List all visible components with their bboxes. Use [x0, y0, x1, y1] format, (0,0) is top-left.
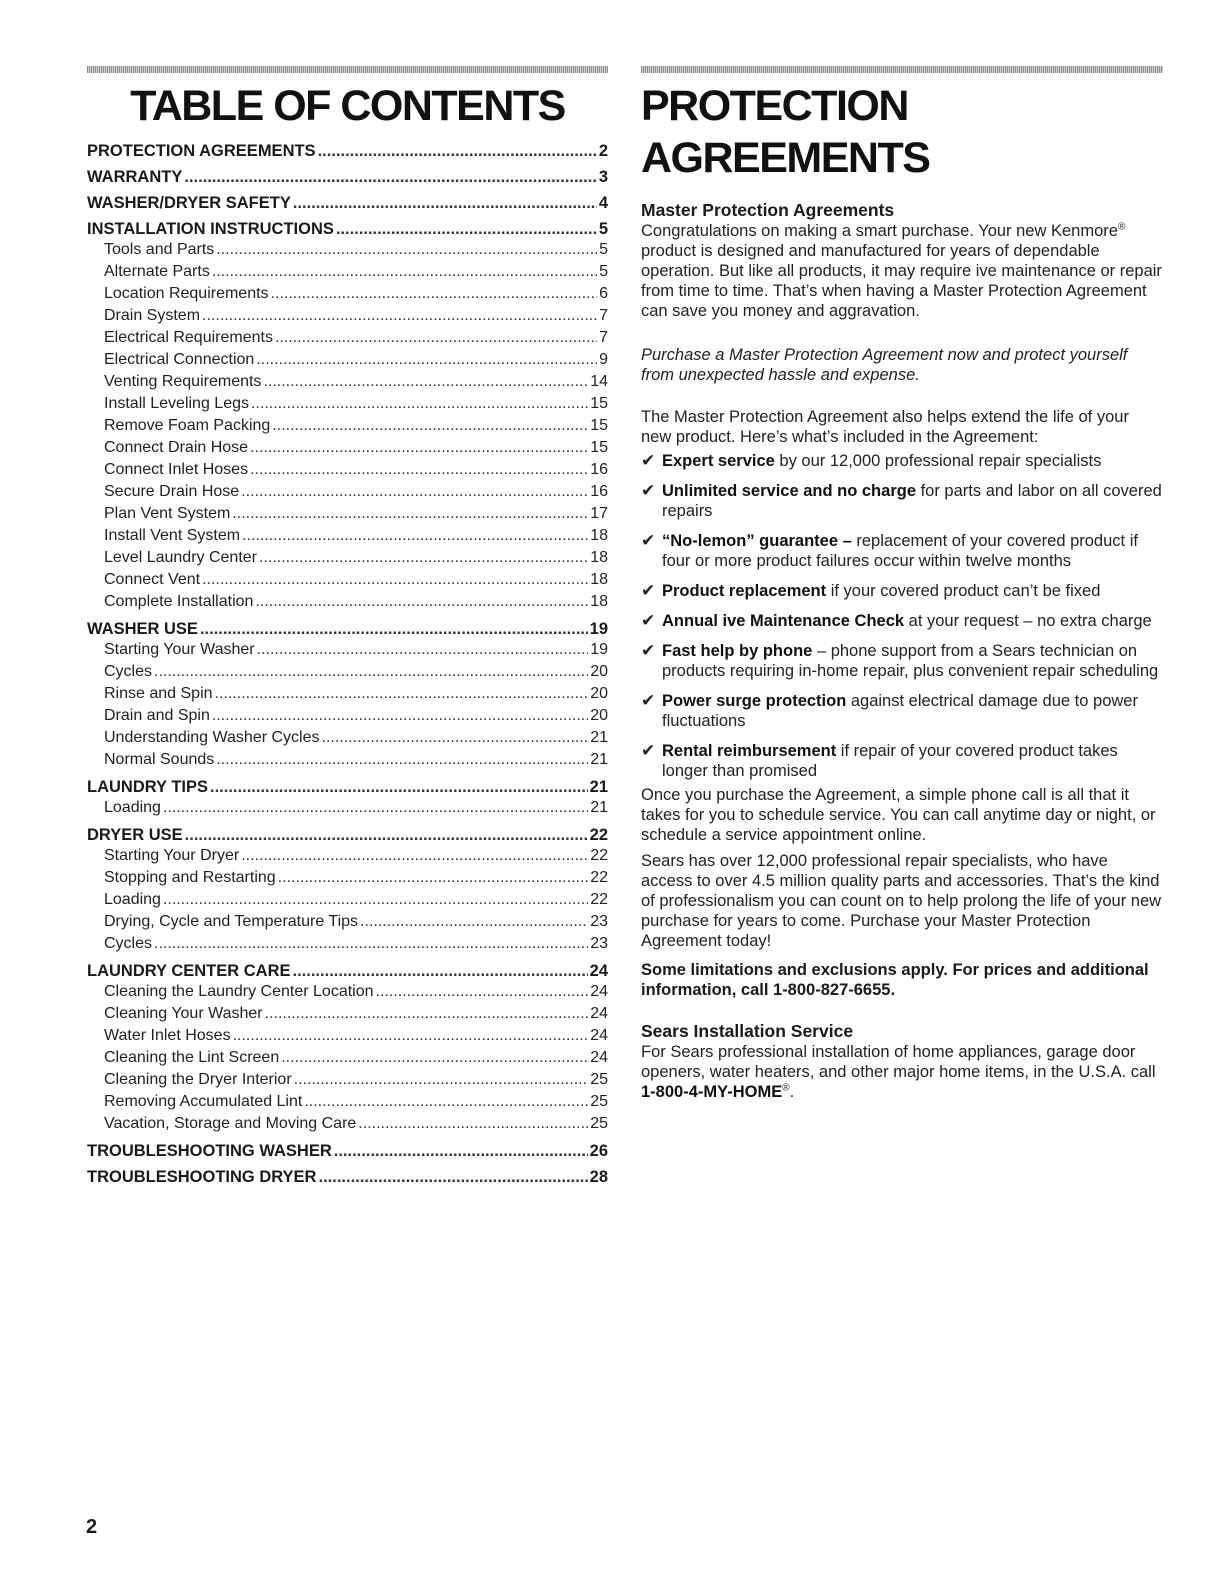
toc-item-page: 5 — [599, 241, 608, 258]
toc-item-row — [87, 845, 608, 867]
toc-item-title: Loading — [104, 799, 161, 816]
toc-section-row — [87, 619, 608, 639]
toc-item-title: Cleaning the Lint Screen — [104, 1049, 280, 1066]
toc-section-row — [87, 777, 608, 797]
toc-leader-dots — [200, 619, 588, 639]
toc-item-page: 21 — [590, 799, 608, 816]
toc-section-page: 5 — [598, 220, 608, 238]
toc-item-page: 18 — [590, 527, 608, 544]
toc-item-row — [87, 503, 608, 525]
toc-item-title: Cycles — [104, 663, 153, 680]
toc-leader-dots — [185, 825, 588, 845]
purchase-note: Purchase a Master Protection Agreement now and protect yourself from unexpected hassle and expense. — [641, 346, 1128, 384]
toc-section-title: TROUBLESHOOTING DRYER — [87, 1168, 317, 1186]
toc-leader-dots — [278, 867, 589, 889]
toc-item-row — [87, 261, 608, 283]
toc-item-title: Loading — [104, 891, 161, 908]
toc-item-row — [87, 749, 608, 771]
toc-item-title: Drain System — [104, 307, 201, 324]
toc-leader-dots — [212, 261, 597, 283]
toc-section-title: DRYER USE — [87, 826, 183, 844]
toc-leader-dots — [242, 525, 588, 547]
toc-leader-dots — [334, 1141, 588, 1161]
toc-leader-dots — [212, 705, 588, 727]
toc-section-page: 4 — [598, 194, 608, 212]
toc-item-row — [87, 867, 608, 889]
toc-item-title: Venting Requirements — [104, 373, 262, 390]
toc-section-page: 26 — [589, 1142, 608, 1160]
toc-leader-dots — [163, 889, 588, 911]
toc-leader-dots — [154, 933, 588, 955]
toc-item-title: Rinse and Spin — [104, 685, 213, 702]
benefit-item — [641, 641, 1163, 681]
toc-item-page: 25 — [590, 1071, 608, 1088]
benefit-description: against electrical damage due to power fluctuations — [662, 692, 1138, 730]
toc-item-page: 22 — [590, 869, 608, 886]
toc-item-title: Level Laundry Center — [104, 549, 257, 566]
toc-item-page: 16 — [590, 461, 608, 478]
toc-item-page: 14 — [590, 373, 608, 390]
toc-leader-dots — [271, 283, 598, 305]
install-phone-number: 1-800-4-MY-HOME — [641, 1083, 783, 1101]
checkmark-icon: ✔ — [641, 531, 656, 550]
toc-leader-dots — [360, 911, 588, 933]
benefit-title: “No-lemon” guarantee – — [662, 532, 852, 550]
page-number: 2 — [86, 1516, 98, 1538]
toc-item-title: Cleaning the Laundry Center Location — [104, 983, 374, 1000]
checkmark-icon: ✔ — [641, 481, 656, 500]
toc-item-title: Starting Your Dryer — [104, 847, 240, 864]
toc-leader-dots — [358, 1113, 588, 1135]
toc-item-row — [87, 1025, 608, 1047]
toc-item-row — [87, 437, 608, 459]
toc-item-page: 5 — [599, 263, 608, 280]
toc-section-row — [87, 1167, 608, 1187]
toc-item-title: Drain and Spin — [104, 707, 210, 724]
toc-item-title: Connect Inlet Hoses — [104, 461, 249, 478]
toc-item-title: Drying, Cycle and Temperature Tips — [104, 913, 359, 930]
toc-leader-dots — [215, 683, 589, 705]
installation-service-paragraph: For Sears professional installation of home appliances, garage door openers, water heaters, and other major home items, in the U.S.A. call 1-800-4-MY-HOME®. — [641, 1043, 1156, 1101]
benefit-description: at your request – no extra charge — [904, 612, 1152, 630]
toc-item-row — [87, 981, 608, 1003]
toc-leader-dots — [216, 749, 588, 771]
toc-section-page: 21 — [589, 778, 608, 796]
toc-item-page: 15 — [590, 439, 608, 456]
toc-leader-dots — [216, 239, 597, 261]
toc-leader-dots — [202, 569, 588, 591]
toc-leader-dots — [257, 639, 589, 661]
toc-section-row — [87, 167, 608, 187]
toc-item-title: Tools and Parts — [104, 241, 215, 258]
toc-item-title: Vacation, Storage and Moving Care — [104, 1115, 357, 1132]
right-decorative-rule — [641, 66, 1163, 73]
toc-item-title: Cleaning the Dryer Interior — [104, 1071, 292, 1088]
limitations-note: Some limitations and exclusions apply. For prices and additional information, call 1-800-827-6655. — [641, 961, 1149, 999]
toc-item-row — [87, 393, 608, 415]
toc-leader-dots — [336, 219, 597, 239]
benefit-description: if your covered product can’t be fixed — [826, 582, 1101, 600]
checkmark-icon: ✔ — [641, 451, 656, 470]
toc-section-title: WASHER USE — [87, 620, 198, 638]
toc-section-title: WASHER/DRYER SAFETY — [87, 194, 291, 212]
sears-specialists-paragraph: Sears has over 12,000 professional repair specialists, who have access to over 4.5 million quality parts and accessories. That’s the kind of professionalism you can count on to help prolong the life of your new purchase for years to come. Purchase your Master Protection Agreement today! — [641, 852, 1162, 950]
benefit-description: – phone support from a Sears technician on products requiring in-home repair, plus convenient repair scheduling — [662, 642, 1159, 680]
toc-item-row — [87, 1003, 608, 1025]
benefit-description: if repair of your covered product takes longer than promised — [662, 742, 1118, 780]
toc-section-page: 3 — [598, 168, 608, 186]
benefit-title: Fast help by phone — [662, 642, 813, 660]
toc-item-title: Alternate Parts — [104, 263, 210, 280]
toc-leader-dots — [210, 777, 588, 797]
toc-leader-dots — [259, 547, 588, 569]
toc-item-row — [87, 547, 608, 569]
toc-item-row — [87, 1113, 608, 1135]
toc-leader-dots — [232, 503, 588, 525]
benefit-description: for parts and labor on all covered repairs — [662, 482, 1162, 520]
benefit-item — [641, 481, 1163, 521]
benefit-title: Product replacement — [662, 582, 827, 600]
toc-leader-dots — [376, 981, 589, 1003]
benefit-title: Rental reimbursement — [662, 742, 837, 760]
toc-item-row — [87, 933, 608, 955]
toc-item-row — [87, 683, 608, 705]
toc-leader-dots — [250, 459, 588, 481]
toc-leader-dots — [281, 1047, 588, 1069]
toc-item-title: Cleaning Your Washer — [104, 1005, 263, 1022]
toc-leader-dots — [294, 1069, 589, 1091]
toc-section-page: 24 — [589, 962, 608, 980]
toc-section-page: 22 — [589, 826, 608, 844]
toc-leader-dots — [251, 393, 588, 415]
toc-leader-dots — [256, 349, 597, 371]
toc-item-title: Electrical Connection — [104, 351, 255, 368]
toc-section-row — [87, 825, 608, 845]
benefits-list — [641, 451, 1163, 781]
benefit-item — [641, 741, 1163, 781]
toc-item-page: 15 — [590, 395, 608, 412]
toc-item-row — [87, 639, 608, 661]
toc-item-title: Electrical Requirements — [104, 329, 273, 346]
toc-section-page: 28 — [589, 1168, 608, 1186]
toc-item-page: 20 — [590, 663, 608, 680]
toc-item-page: 7 — [599, 307, 608, 324]
toc-item-title: Remove Foam Packing — [104, 417, 271, 434]
toc-leader-dots — [263, 371, 588, 393]
toc-item-page: 25 — [590, 1115, 608, 1132]
toc-item-page: 23 — [590, 913, 608, 930]
toc-item-title: Normal Sounds — [104, 751, 215, 768]
toc-item-page: 22 — [590, 891, 608, 908]
toc-item-title: Complete Installation — [104, 593, 254, 610]
toc-item-row — [87, 661, 608, 683]
toc-item-page: 18 — [590, 571, 608, 588]
intro-paragraph: Congratulations on making a smart purchase. Your new Kenmore® product is designed and manufactured for years of dependable operation. But like all products, it may require ive maintenance or repair from time to time. That’s when having a Master Protection Agreement can save you money and aggravation. — [641, 221, 1162, 320]
toc-item-page: 24 — [590, 1027, 608, 1044]
toc-item-row — [87, 349, 608, 371]
benefit-description: by our 12,000 professional repair specialists — [774, 452, 1102, 470]
toc-section-title: PROTECTION AGREEMENTS — [87, 142, 316, 160]
toc-leader-dots — [272, 415, 588, 437]
toc-item-row — [87, 705, 608, 727]
toc-item-title: Understanding Washer Cycles — [104, 729, 320, 746]
toc-leader-dots — [154, 661, 588, 683]
benefit-item — [641, 451, 1163, 471]
protection-agreements-column — [641, 80, 1163, 1102]
toc-leader-dots — [304, 1091, 588, 1113]
toc-section-row — [87, 1141, 608, 1161]
toc-item-page: 24 — [590, 1049, 608, 1066]
toc-leader-dots — [255, 591, 588, 613]
toc-leader-dots — [184, 167, 596, 187]
benefit-title: Expert service — [662, 452, 775, 470]
left-decorative-rule — [87, 66, 608, 73]
toc-item-title: Cycles — [104, 935, 153, 952]
toc-item-row — [87, 569, 608, 591]
benefit-item — [641, 611, 1163, 631]
benefit-description: replacement of your covered product if four or more product failures occur within twelve months — [662, 532, 1138, 570]
once-purchase-paragraph: Once you purchase the Agreement, a simple phone call is all that it takes for you to schedule service. You can call anytime day or night, or schedule a service appointment online. — [641, 786, 1156, 844]
toc-leader-dots — [233, 1025, 589, 1047]
toc-item-title: Install Leveling Legs — [104, 395, 249, 412]
table-of-contents-column — [87, 80, 608, 1187]
toc-item-page: 19 — [590, 641, 608, 658]
toc-item-page: 18 — [590, 549, 608, 566]
toc-item-page: 15 — [590, 417, 608, 434]
toc-item-page: 7 — [599, 329, 608, 346]
toc-leader-dots — [241, 845, 588, 867]
benefit-title: Annual ive Maintenance Check — [662, 612, 905, 630]
toc-item-row — [87, 283, 608, 305]
toc-item-page: 23 — [590, 935, 608, 952]
toc-item-title: Install Vent System — [104, 527, 241, 544]
toc-item-title: Plan Vent System — [104, 505, 231, 522]
toc-section-title: LAUNDRY CENTER CARE — [87, 962, 291, 980]
toc-leader-dots — [163, 797, 588, 819]
checkmark-icon: ✔ — [641, 691, 656, 710]
toc-leader-dots — [318, 1167, 587, 1187]
toc-leader-dots — [265, 1003, 589, 1025]
toc-section-row — [87, 961, 608, 981]
master-protection-heading: Master Protection Agreements — [641, 200, 895, 220]
toc-item-page: 20 — [590, 685, 608, 702]
toc-item-row — [87, 889, 608, 911]
toc-item-row — [87, 327, 608, 349]
toc-item-page: 22 — [590, 847, 608, 864]
toc-leader-dots — [318, 141, 597, 161]
toc-leader-dots — [275, 327, 597, 349]
benefit-item — [641, 581, 1163, 601]
checkmark-icon: ✔ — [641, 611, 656, 630]
toc-item-title: Connect Vent — [104, 571, 201, 588]
toc-item-title: Water Inlet Hoses — [104, 1027, 231, 1044]
toc-section-page: 19 — [589, 620, 608, 638]
toc-list — [87, 141, 608, 1187]
checkmark-icon: ✔ — [641, 581, 656, 600]
toc-item-row — [87, 797, 608, 819]
benefit-title: Unlimited service and no charge — [662, 482, 916, 500]
toc-item-row — [87, 1047, 608, 1069]
toc-item-row — [87, 727, 608, 749]
installation-service-heading: Sears Installation Service — [641, 1021, 854, 1041]
toc-leader-dots — [250, 437, 588, 459]
toc-item-title: Connect Drain Hose — [104, 439, 249, 456]
toc-section-row — [87, 141, 608, 161]
toc-item-row — [87, 525, 608, 547]
toc-item-row — [87, 305, 608, 327]
toc-item-page: 25 — [590, 1093, 608, 1110]
toc-item-page: 17 — [590, 505, 608, 522]
toc-item-page: 9 — [599, 351, 608, 368]
toc-leader-dots — [241, 481, 588, 503]
toc-item-row — [87, 239, 608, 261]
toc-item-page: 24 — [590, 1005, 608, 1022]
toc-item-row — [87, 415, 608, 437]
toc-item-title: Removing Accumulated Lint — [104, 1093, 303, 1110]
benefit-title: Power surge protection — [662, 692, 847, 710]
toc-item-row — [87, 911, 608, 933]
toc-item-row — [87, 1091, 608, 1113]
benefit-item — [641, 691, 1163, 731]
checkmark-icon: ✔ — [641, 641, 656, 660]
toc-section-title: WARRANTY — [87, 168, 183, 186]
toc-section-title: LAUNDRY TIPS — [87, 778, 209, 796]
benefit-item — [641, 531, 1163, 571]
toc-item-title: Location Requirements — [104, 285, 269, 302]
extend-life-paragraph: The Master Protection Agreement also helps extend the life of your new product. Here’s what’s included in the Agreement: — [641, 408, 1129, 446]
toc-item-row — [87, 591, 608, 613]
toc-item-row — [87, 459, 608, 481]
toc-leader-dots — [293, 961, 588, 981]
toc-item-page: 6 — [599, 285, 608, 302]
checkmark-icon: ✔ — [641, 741, 656, 760]
toc-item-page: 21 — [590, 751, 608, 768]
toc-title: TABLE OF CONTENTS — [130, 82, 565, 130]
toc-section-title: INSTALLATION INSTRUCTIONS — [87, 220, 334, 238]
toc-item-row — [87, 1069, 608, 1091]
toc-item-row — [87, 371, 608, 393]
toc-section-row — [87, 193, 608, 213]
toc-item-page: 24 — [590, 983, 608, 1000]
toc-item-page: 18 — [590, 593, 608, 610]
toc-item-row — [87, 481, 608, 503]
toc-item-title: Starting Your Washer — [104, 641, 255, 658]
protection-title: PROTECTION AGREEMENTS — [641, 82, 930, 182]
toc-item-title: Stopping and Restarting — [104, 869, 276, 886]
toc-item-page: 16 — [590, 483, 608, 500]
toc-section-page: 2 — [598, 142, 608, 160]
toc-section-row — [87, 219, 608, 239]
toc-leader-dots — [202, 305, 597, 327]
toc-leader-dots — [293, 193, 597, 213]
toc-leader-dots — [322, 727, 589, 749]
toc-item-title: Secure Drain Hose — [104, 483, 240, 500]
toc-item-page: 20 — [590, 707, 608, 724]
toc-item-page: 21 — [590, 729, 608, 746]
toc-section-title: TROUBLESHOOTING WASHER — [87, 1142, 332, 1160]
